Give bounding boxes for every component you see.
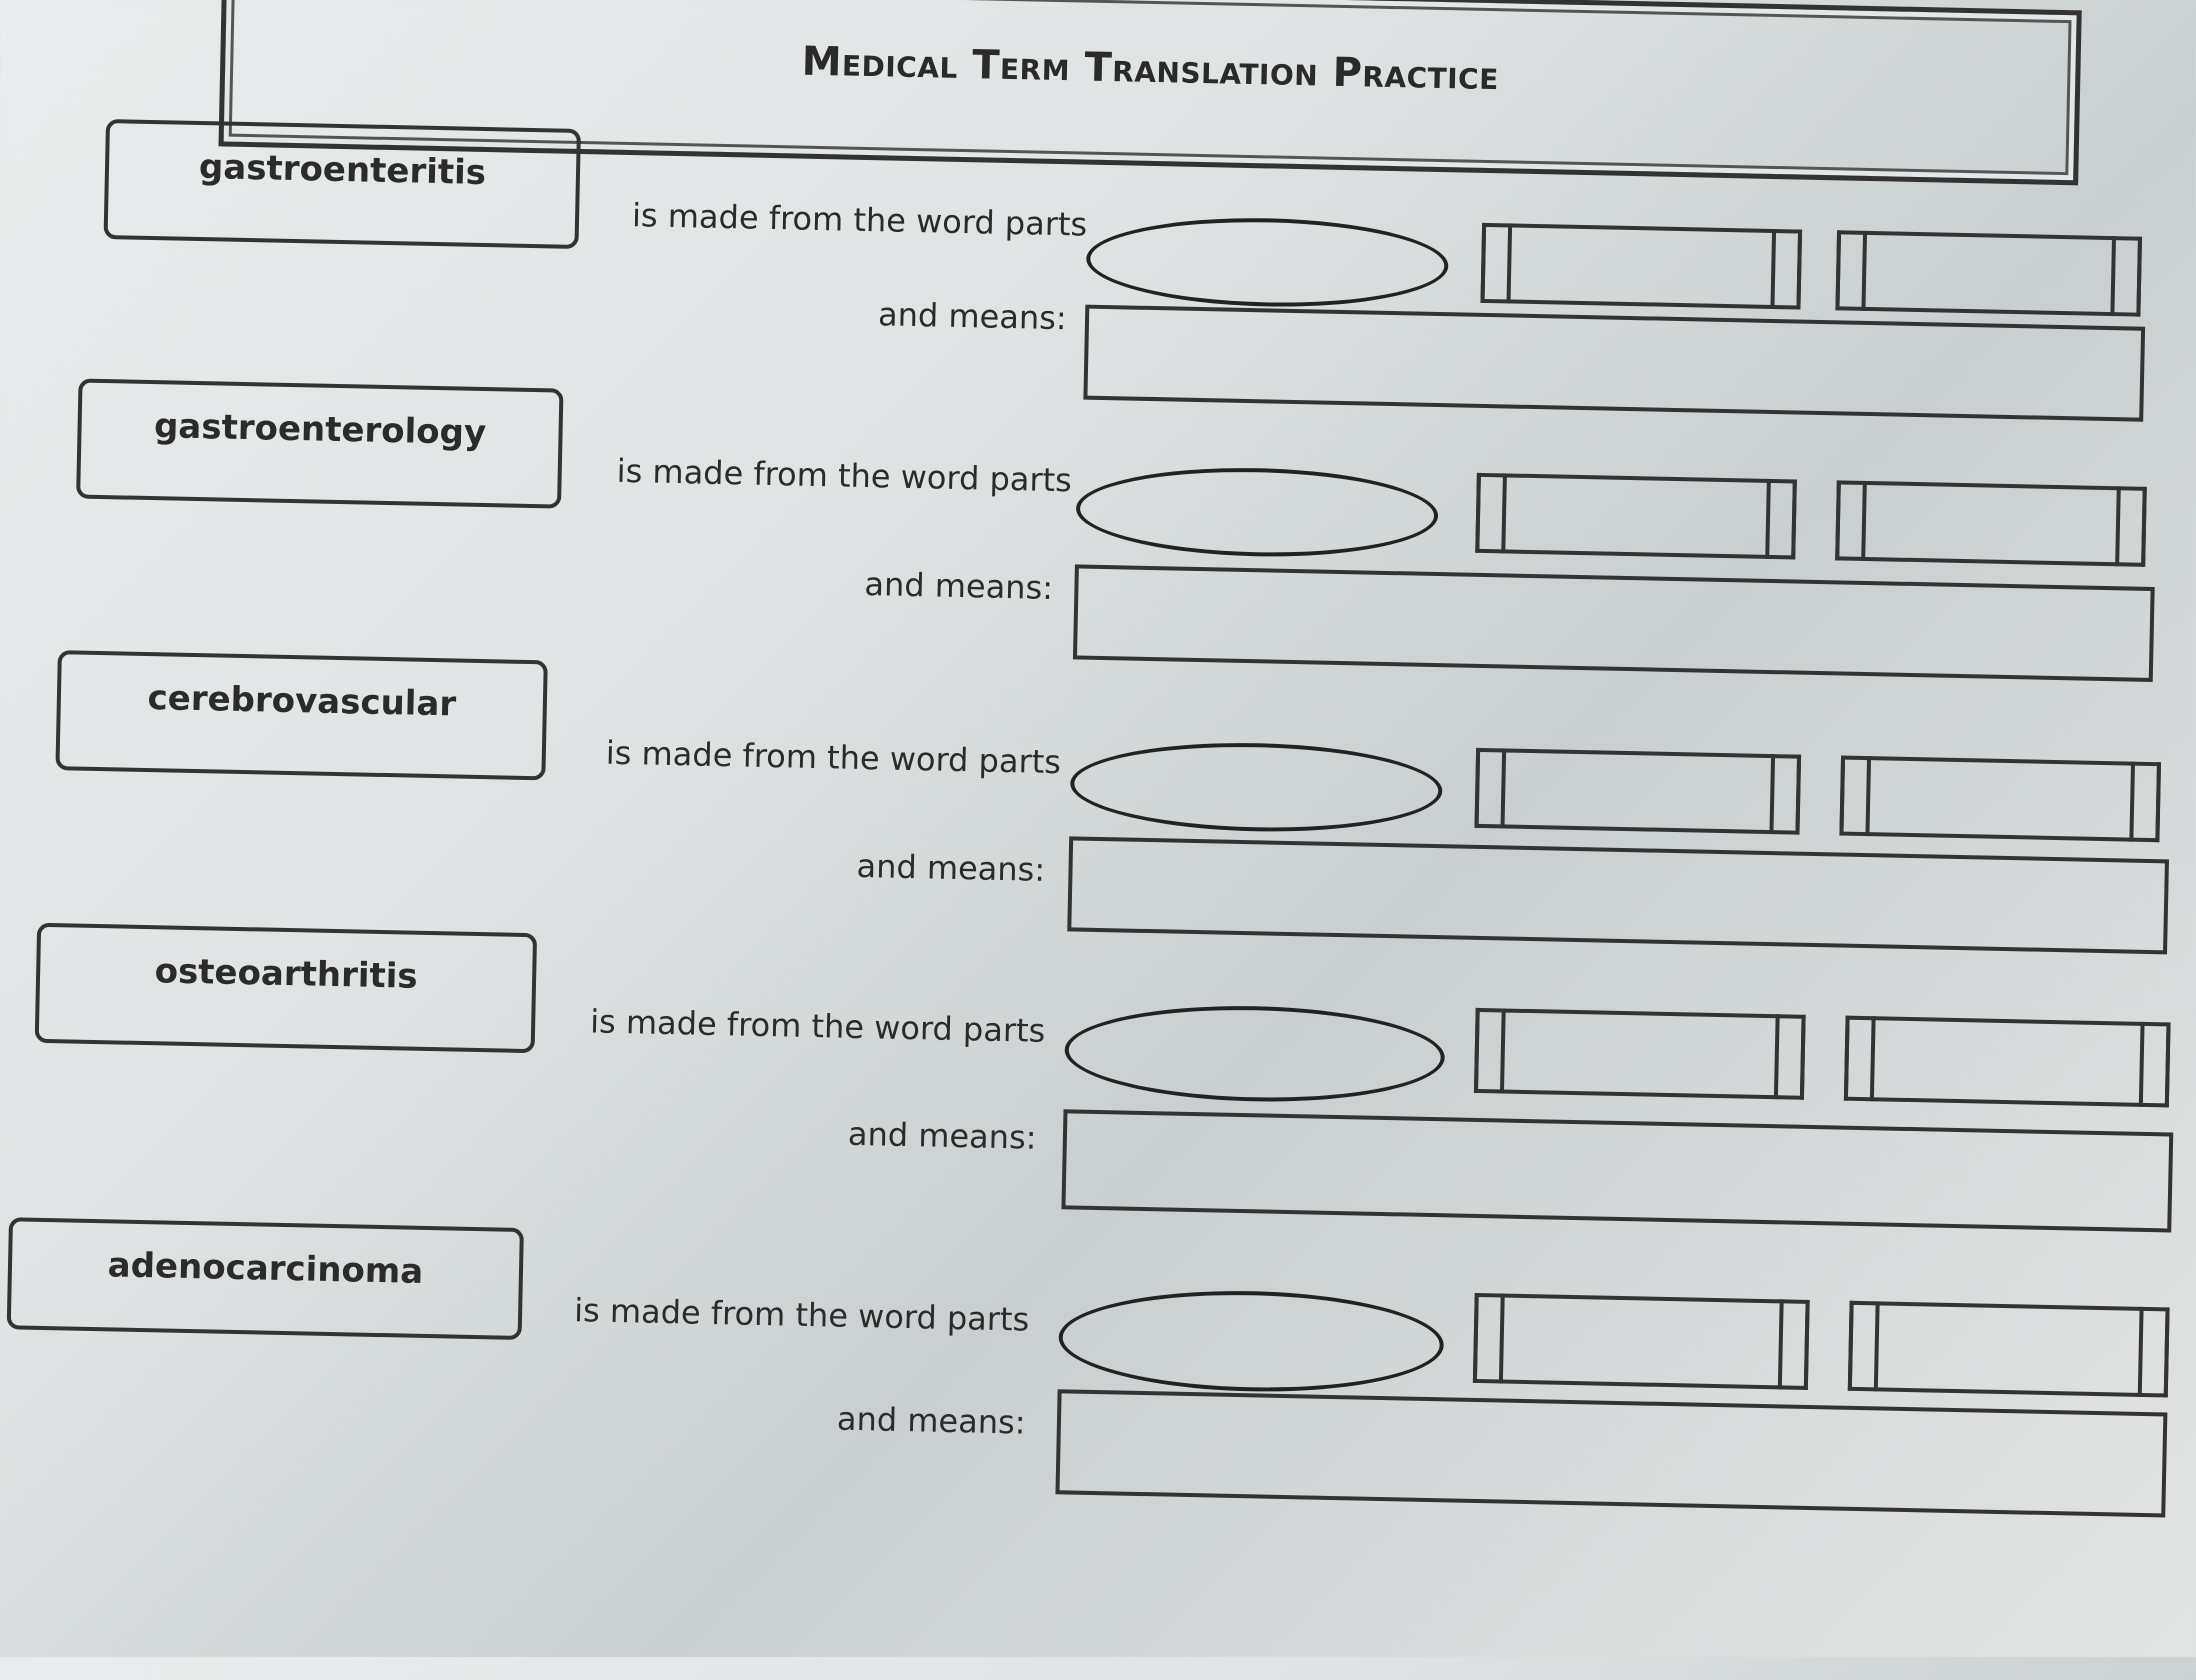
made-from-text: is made from the word parts (589, 1002, 1046, 1050)
word-part-box-input[interactable] (1835, 480, 2147, 566)
term-box (76, 379, 563, 509)
word-part-oval-input[interactable] (1064, 1002, 1446, 1105)
term-box (55, 650, 547, 780)
word-part-box-input[interactable] (1474, 748, 1801, 835)
word-part-box-input[interactable] (1844, 1016, 2171, 1108)
meaning-answer-box[interactable] (1055, 1389, 2167, 1517)
made-from-text: is made from the word parts (573, 1291, 1030, 1339)
means-label: and means: (847, 1114, 1037, 1157)
made-from-text: is made from the word parts (616, 451, 1073, 500)
means-label: and means: (877, 295, 1068, 338)
made-from-text: is made from the word parts (631, 196, 1088, 244)
term-row (0, 922, 2193, 1228)
means-label: and means: (856, 846, 1046, 889)
word-part-box-input[interactable] (1835, 230, 2142, 316)
means-label: and means: (836, 1399, 1026, 1442)
word-part-oval-input[interactable] (1075, 464, 1439, 560)
term-box (35, 923, 537, 1053)
term-label: gastroenterology (153, 406, 487, 454)
term-row (9, 117, 2196, 423)
term-label: adenocarcinoma (107, 1245, 424, 1292)
term-label: gastroenteritis (198, 146, 487, 193)
term-label: osteoarthritis (154, 951, 419, 997)
word-part-box-input[interactable] (1474, 1008, 1806, 1100)
word-part-box-input[interactable] (1473, 1293, 1810, 1390)
term-label: cerebrovascular (147, 678, 457, 725)
means-label: and means: (864, 565, 1054, 607)
term-row (3, 377, 2196, 683)
word-part-box-input[interactable] (1475, 473, 1797, 560)
meaning-answer-box[interactable] (1061, 1109, 2173, 1232)
term-box (104, 119, 581, 249)
meaning-answer-box[interactable] (1073, 564, 2155, 682)
word-part-oval-input[interactable] (1069, 739, 1443, 835)
word-part-box-input[interactable] (1839, 756, 2161, 843)
word-part-box-input[interactable] (1480, 223, 1802, 310)
word-part-oval-input[interactable] (1085, 215, 1449, 311)
term-box (7, 1217, 524, 1340)
page-title: Medical Term Translation Practice (801, 38, 1500, 100)
word-part-oval-input[interactable] (1058, 1287, 1445, 1395)
made-from-text: is made from the word parts (605, 733, 1062, 782)
meaning-answer-box[interactable] (1067, 836, 2169, 954)
term-row (0, 649, 2196, 955)
word-part-box-input[interactable] (1848, 1301, 2170, 1398)
term-row (0, 1217, 2187, 1523)
